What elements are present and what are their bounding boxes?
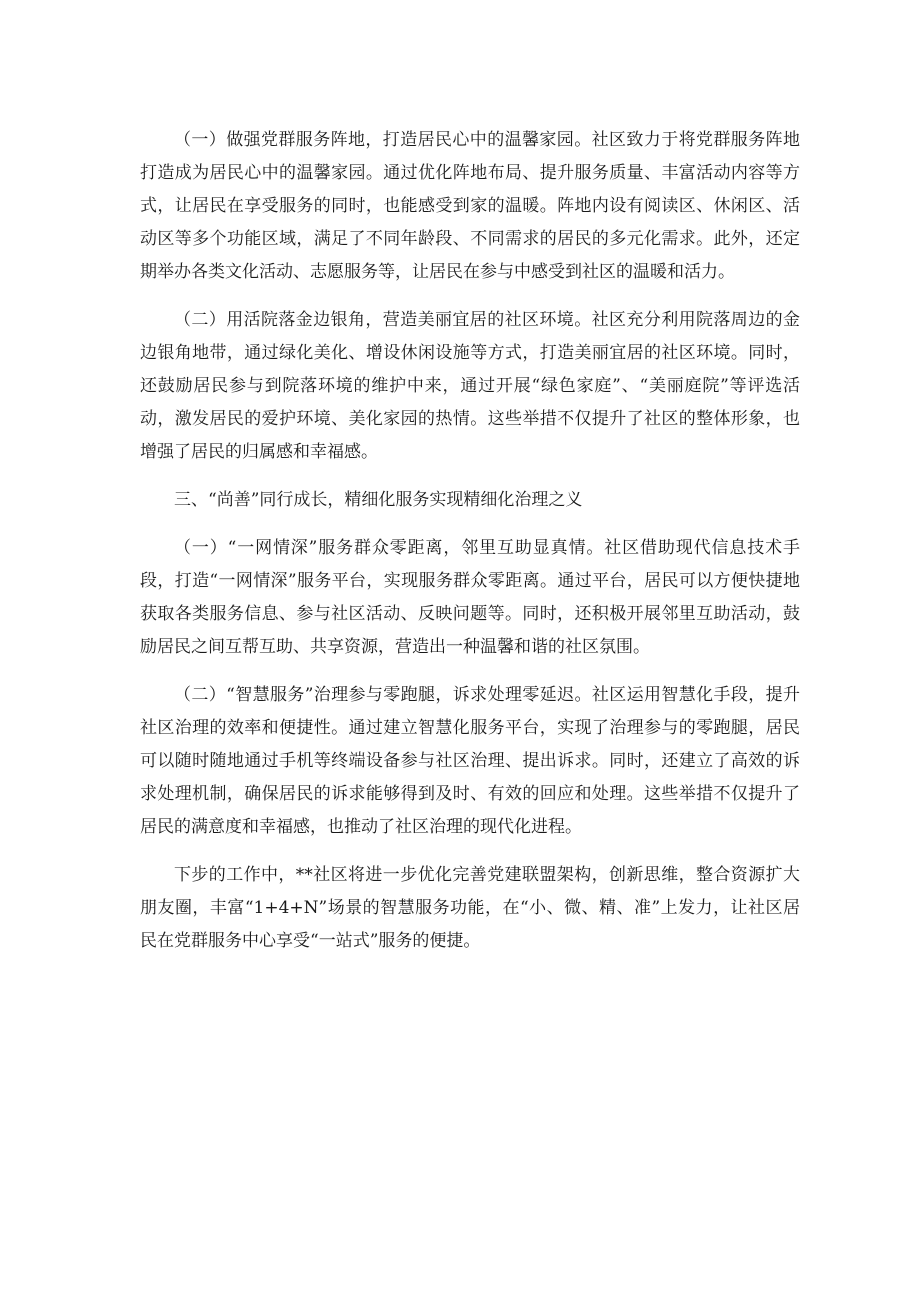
paragraph-2: （二）用活院落金边银角，营造美丽宜居的社区环境。社区充分利用院落周边的金边银角地带，通过绿化美化、增设休闲设施等方式，打造美丽宜居的社区环境。同时，还鼓励居民参与到院落环境的维护中来，通过开展“绿色家庭”、“美丽庭院”等评选活动，激发居民的爱护环境、美化家园的热情。这些举措不仅提升了社区的整体形象，也增强了居民的归属感和幸福感。 (140, 310, 800, 462)
paragraph-3: （一）“一网情深”服务群众零距离，邻里互助显真情。社区借助现代信息技术手段，打造“一网情深”服务平台，实现服务群众零距离。通过平台，居民可以方便快捷地获取各类服务信息、参与社区活动、反映问题等。同时，还积极开展邻里互助活动，鼓励居民之间互帮互助、共享资源，营造出一种温馨和谐的社区氛围。 (140, 538, 800, 657)
paragraph-5: 下步的工作中，**社区将进一步优化完善党建联盟架构，创新思维，整合资源扩大朋友圈，丰富“1+4+N”场景的智慧服务功能，在“小、微、精、准”上发力，让社区居民在党群服务中心享受“一站式”服务的便捷。 (140, 865, 800, 951)
paragraph-4: （二）“智慧服务”治理参与零跑腿，诉求处理零延迟。社区运用智慧化手段，提升社区治理的效率和便捷性。通过建立智慧化服务平台，实现了治理参与的零跑腿，居民可以随时随地通过手机等终端设备参与社区治理、提出诉求。同时，还建立了高效的诉求处理机制，确保居民的诉求能够得到及时、有效的回应和处理。这些举措不仅提升了居民的满意度和幸福感，也推动了社区治理的现代化进程。 (140, 685, 800, 837)
section-heading-3: 三、“尚善”同行成长，精细化服务实现精细化治理之义 (174, 490, 583, 510)
document-body (140, 124, 800, 973)
paragraph-1: （一）做强党群服务阵地，打造居民心中的温馨家园。社区致力于将党群服务阵地打造成为居民心中的温馨家园。通过优化阵地布局、提升服务质量、丰富活动内容等方式，让居民在享受服务的同时，也能感受到家的温暖。阵地内设有阅读区、休闲区、活动区等多个功能区域，满足了不同年龄段、不同需求的居民的多元化需求。此外，还定期举办各类文化活动、志愿服务等，让居民在参与中感受到社区的温暖和活力。 (140, 130, 800, 282)
